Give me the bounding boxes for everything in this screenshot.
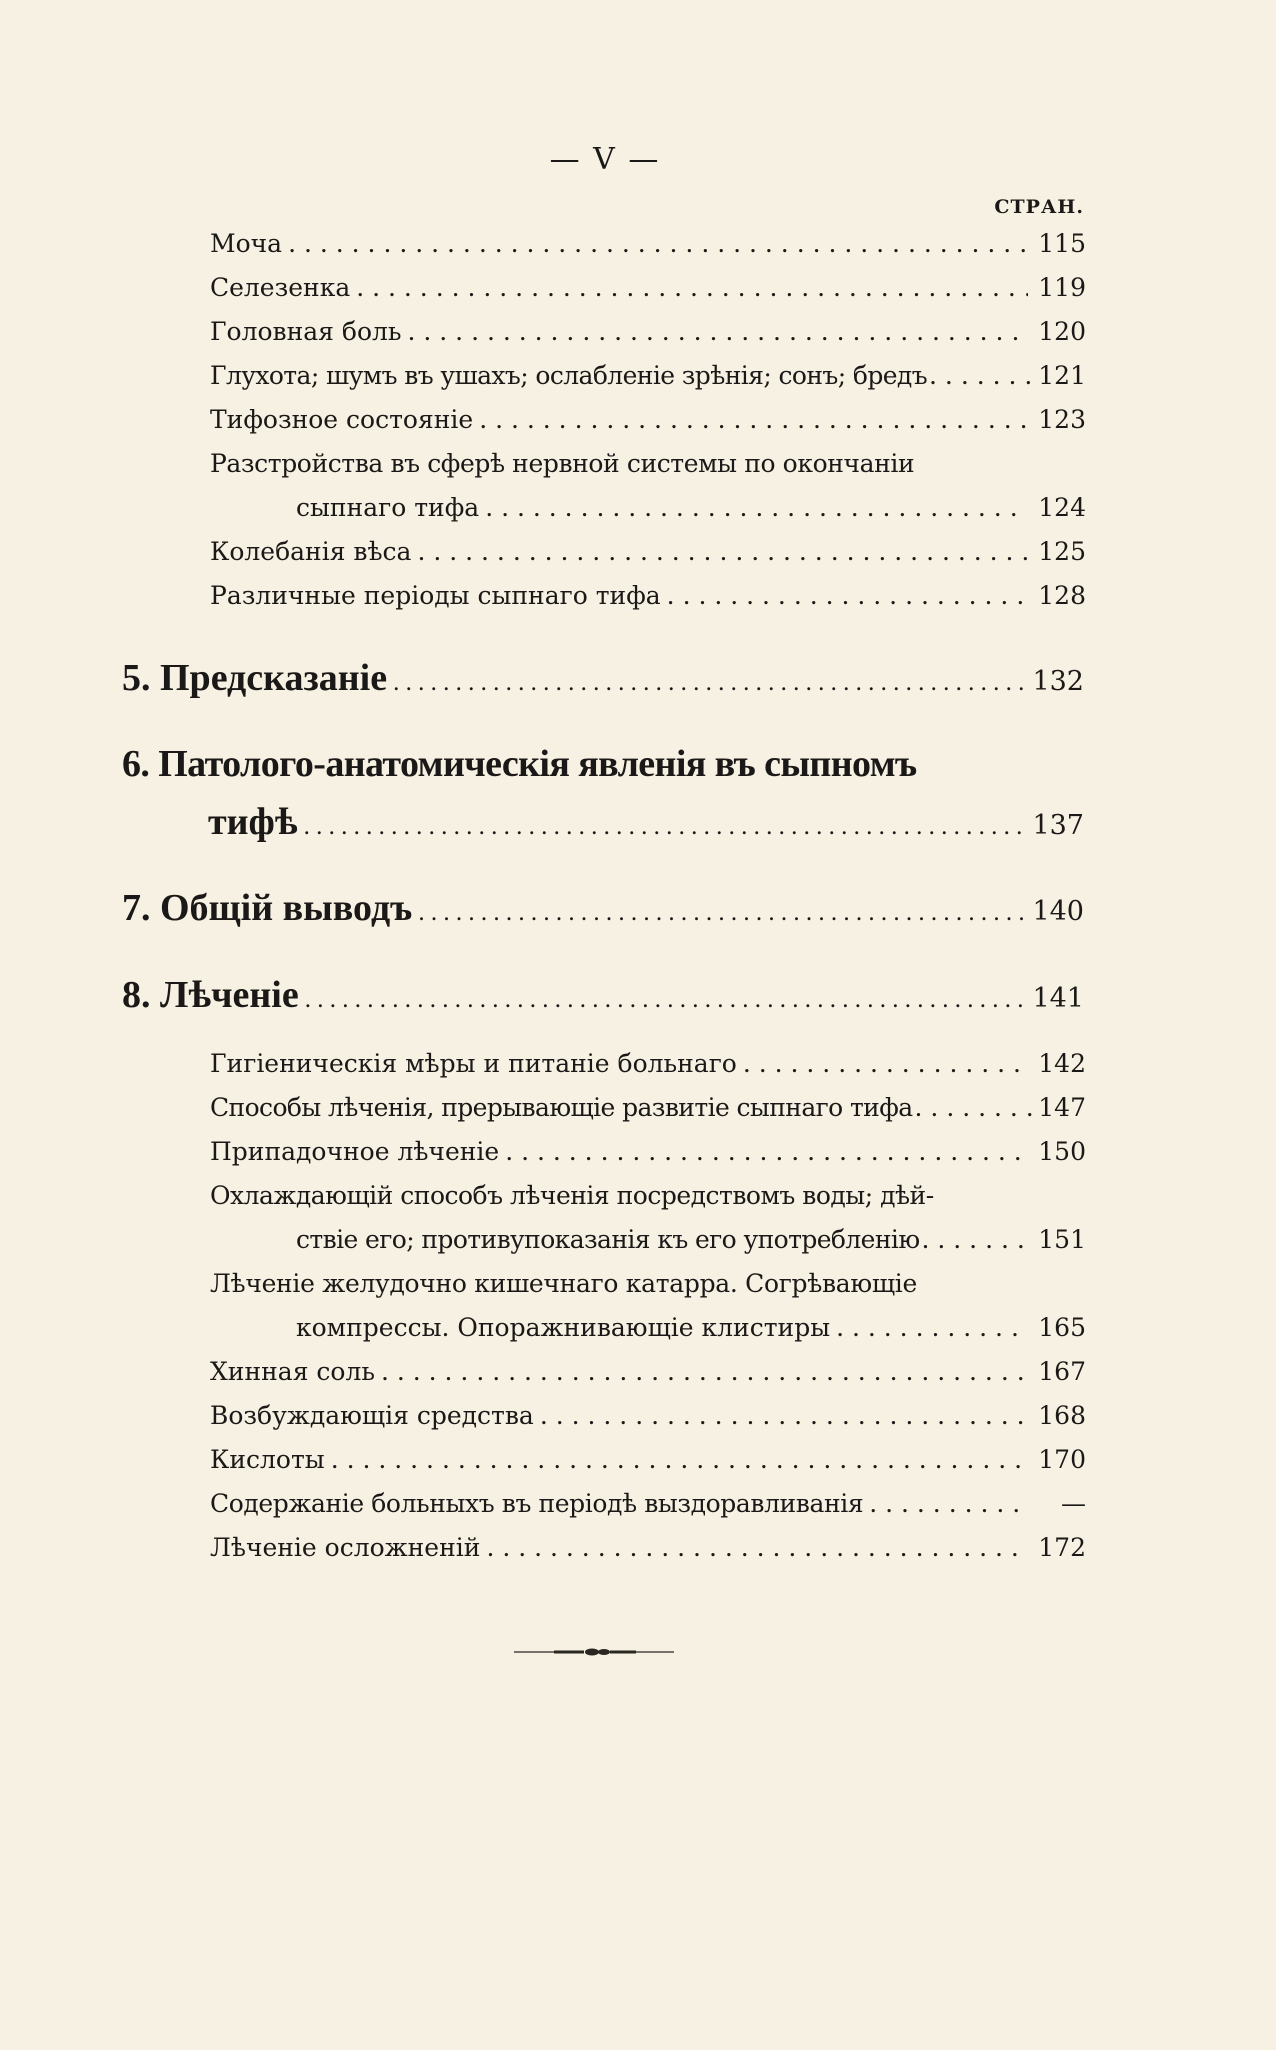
toc-entry: [210, 1350, 1086, 1394]
toc-entry-title: Различные періоды сыпнаго тифа: [210, 581, 661, 610]
toc-entry-title-line2: компрессы. Опоражнивающіе клистиры: [296, 1313, 831, 1342]
toc-entry: [210, 1438, 1086, 1482]
toc-entry: [210, 1042, 1086, 1086]
toc-entry-page: 123: [1038, 405, 1086, 434]
dot-leader: [393, 653, 1026, 713]
toc-entry-page: 115: [1038, 229, 1086, 258]
toc-entry: [210, 354, 1086, 398]
toc-entry-title-line1: Разстройства въ сферѣ нервной системы по окончаніи: [210, 449, 915, 478]
toc-entry-title: Головная боль: [210, 317, 402, 346]
dot-leader: [479, 398, 1028, 442]
toc-entry-title-line2: ствіе его; противупоказанія къ его употребленію: [296, 1225, 920, 1254]
toc-entry: [210, 398, 1086, 442]
toc-entry-page: 172: [1038, 1533, 1086, 1562]
toc-entry: [210, 1526, 1086, 1570]
toc-section-page: 141: [1032, 983, 1084, 1014]
toc-entry: [210, 1130, 1086, 1174]
toc-entry: [296, 486, 1086, 530]
toc-entry: [296, 1306, 1086, 1350]
toc-entry-title: Кислоты: [210, 1445, 325, 1474]
toc-entry-title: Тифозное состояніе: [210, 405, 474, 434]
toc-section: [122, 965, 1084, 1030]
dot-leader: [540, 1394, 1028, 1438]
toc-entry-title-line1: Лѣченіе желудочно кишечнаго катарра. Согрѣвающіе: [210, 1269, 917, 1298]
toc-entry-title: Хинная соль: [210, 1357, 375, 1386]
toc-section-title: 7. Общій выводъ: [122, 887, 413, 929]
toc-entry-page: 168: [1038, 1401, 1086, 1430]
dot-leader: [417, 530, 1028, 574]
toc-section-title: 5. Предсказаніе: [122, 657, 388, 699]
dot-leader: [408, 310, 1029, 354]
dot-leader: [305, 970, 1026, 1030]
toc-section: [122, 648, 1084, 713]
toc-entry-page: 128: [1038, 581, 1086, 610]
toc-entry-page: 119: [1038, 273, 1086, 302]
dot-leader: [922, 1218, 1033, 1262]
toc-entry-title: Возбуждающія средства: [210, 1401, 534, 1430]
toc-section-title: 8. Лѣченіе: [122, 974, 299, 1016]
toc-entry-title: Глухота; шумъ въ ушахъ; ослабленіе зрѣнія; сонъ; бредъ: [210, 361, 928, 390]
toc-entry-page: 124: [1038, 493, 1086, 522]
toc-entry-page: 147: [1038, 1093, 1086, 1122]
toc-section-page: 137: [1032, 810, 1084, 841]
toc-entry-page: 125: [1038, 537, 1086, 566]
toc-entry: [210, 1482, 1086, 1526]
page-column-label: СТРАН.: [994, 196, 1084, 218]
toc-entry: [210, 222, 1086, 266]
toc-entry: [210, 1086, 1086, 1130]
toc-entry: [210, 266, 1086, 310]
ornament-divider-icon: [514, 1646, 674, 1658]
dot-leader: [304, 798, 1026, 856]
toc-entry: [210, 310, 1086, 354]
toc-section-page: 140: [1032, 896, 1084, 927]
dot-leader: [869, 1482, 1028, 1526]
toc-section: [208, 793, 1084, 856]
dot-leader: [356, 266, 1028, 310]
toc-entry-page: 120: [1038, 317, 1086, 346]
dot-leader: [667, 574, 1028, 618]
toc-entry-title: Селезенка: [210, 273, 351, 302]
toc-entry-page: 170: [1038, 1445, 1086, 1474]
dot-leader: [418, 883, 1026, 943]
toc-entry-page: 151: [1038, 1225, 1086, 1254]
dot-leader: [331, 1438, 1028, 1482]
toc-entry-title: Гигіеническія мѣры и питаніе больнаго: [210, 1049, 737, 1078]
dot-leader: [505, 1130, 1028, 1174]
toc-entry: [210, 530, 1086, 574]
page-number: — V —: [549, 142, 661, 177]
toc-entry-page: —: [1061, 1489, 1086, 1518]
toc-entry-title: Лѣченіе осложненій: [210, 1533, 481, 1562]
toc-section-title-line1: 6. Патолого-анатомическія явленія въ сыпномъ: [122, 743, 917, 785]
toc-entry-page: 165: [1038, 1313, 1086, 1342]
toc-entry-title: Содержаніе больныхъ въ періодѣ выздоравливанія: [210, 1489, 864, 1518]
toc-entry-title: Припадочное лѣченіе: [210, 1137, 500, 1166]
toc-entry-page: 150: [1038, 1137, 1086, 1166]
dot-leader: [929, 354, 1032, 398]
toc-entry-title-line1: Охлаждающій способъ лѣченія посредствомъ воды; дѣй-: [210, 1181, 934, 1210]
toc-entry-title: Способы лѣченія, прерывающіе развитіе сыпнаго тифа: [210, 1093, 913, 1122]
toc-entry-page: 142: [1038, 1049, 1086, 1078]
toc-entry-page: 121: [1038, 361, 1086, 390]
toc-entry-title: Моча: [210, 229, 283, 258]
dot-leader: [743, 1042, 1028, 1086]
toc-entry-title: Колебанія вѣса: [210, 537, 412, 566]
dot-leader: [485, 486, 1028, 530]
dot-leader: [288, 222, 1028, 266]
dot-leader: [486, 1526, 1028, 1570]
toc-entry: [210, 574, 1086, 618]
dot-leader: [915, 1086, 1032, 1130]
toc-entry-title-line2: сыпнаго тифа: [296, 493, 480, 522]
table-of-contents: [0, 222, 1276, 1570]
toc-entry: [296, 1218, 1086, 1262]
toc-section: [122, 878, 1084, 943]
dot-leader: [836, 1306, 1028, 1350]
toc-section-page: 132: [1032, 666, 1084, 697]
toc-entry-page: 167: [1038, 1357, 1086, 1386]
toc-section-title-line2: тифѣ: [208, 801, 298, 843]
dot-leader: [381, 1350, 1028, 1394]
toc-entry: [210, 1394, 1086, 1438]
